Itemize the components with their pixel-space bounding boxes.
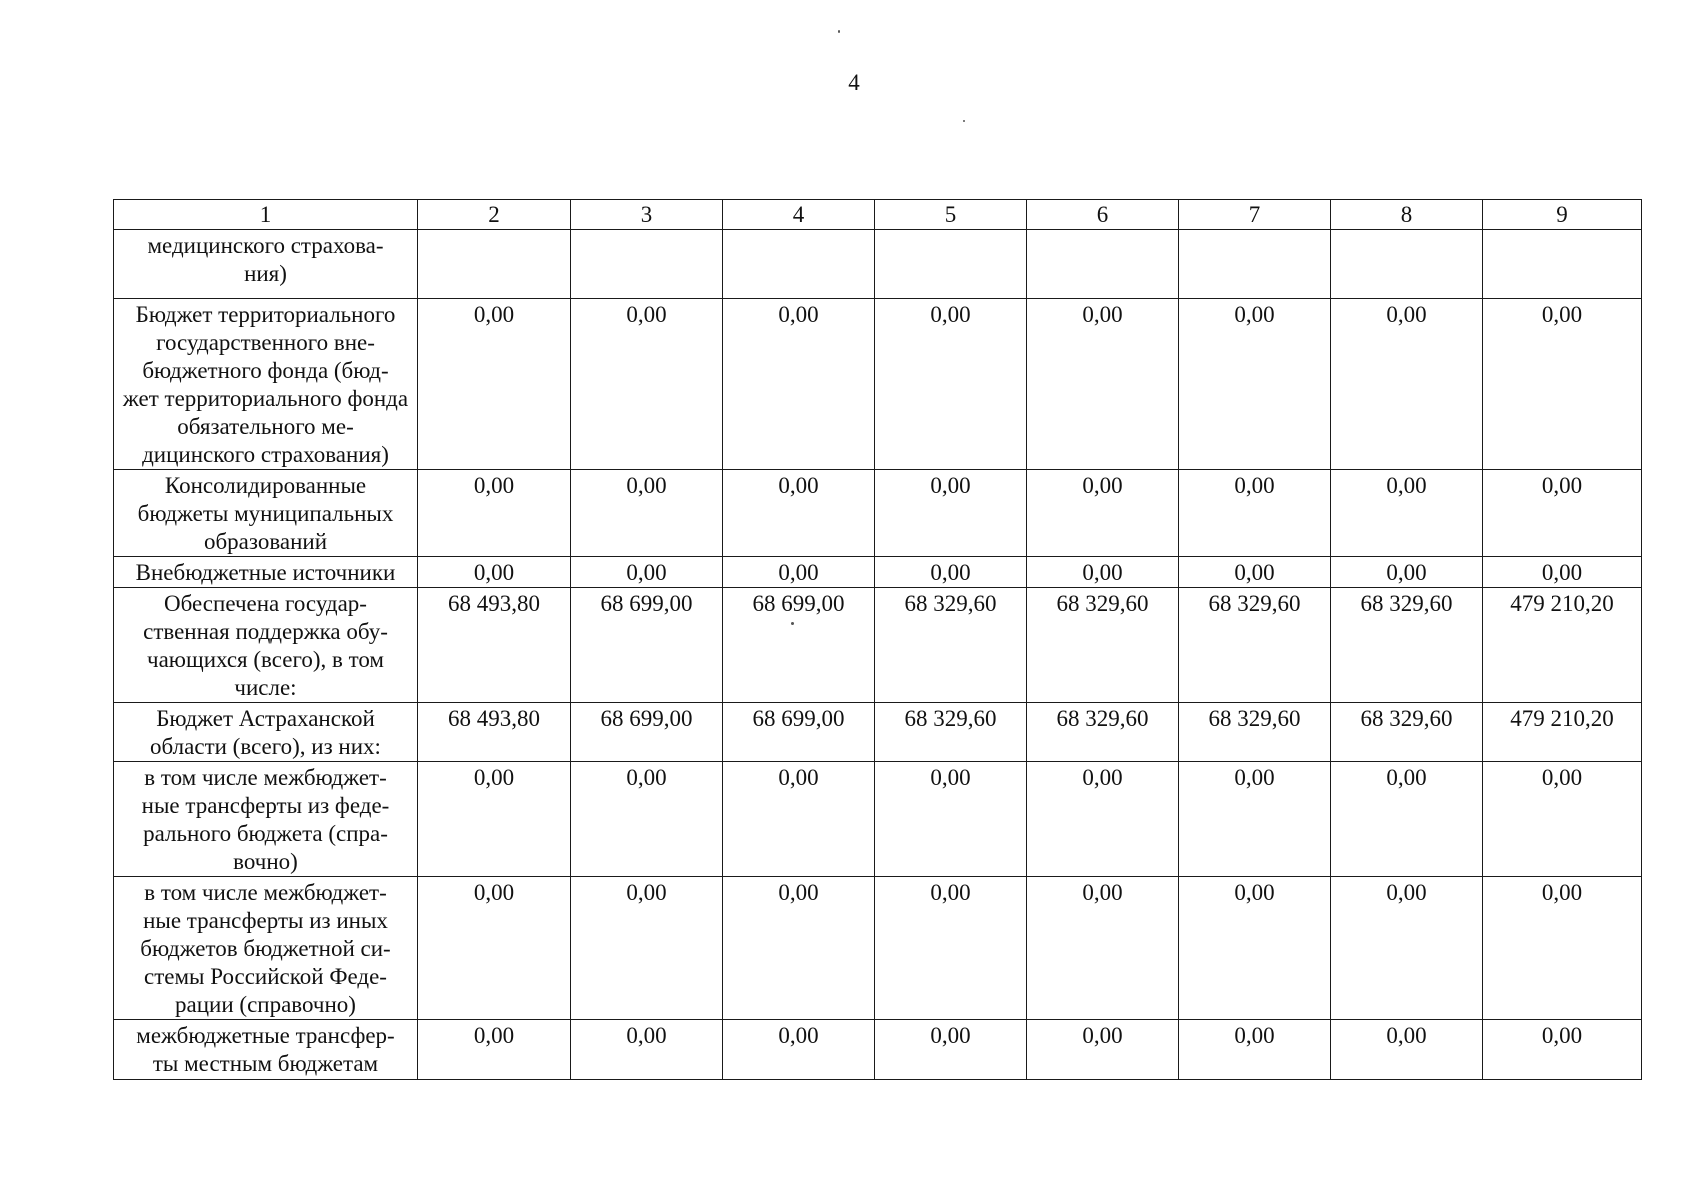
value-cell: 0,00 xyxy=(1483,299,1642,470)
value-cell: 68 699,00 xyxy=(571,703,723,762)
scan-speck xyxy=(963,120,965,122)
value-cell: 0,00 xyxy=(875,557,1027,588)
value-cell: 0,00 xyxy=(875,1020,1027,1080)
value-cell xyxy=(875,230,1027,299)
value-cell: 0,00 xyxy=(1483,557,1642,588)
table-row xyxy=(114,1020,1642,1080)
value-cell: 68 493,80 xyxy=(418,703,571,762)
column-header: 7 xyxy=(1179,200,1331,230)
value-cell: 0,00 xyxy=(723,762,875,877)
table-row xyxy=(114,762,1642,877)
value-cell: 0,00 xyxy=(1483,1020,1642,1080)
value-cell: 0,00 xyxy=(1483,470,1642,557)
table-row xyxy=(114,877,1642,1020)
value-cell: 0,00 xyxy=(1179,299,1331,470)
value-cell: 68 329,60 xyxy=(1027,588,1179,703)
value-cell: 0,00 xyxy=(571,762,723,877)
value-cell: 0,00 xyxy=(418,877,571,1020)
value-cell: 0,00 xyxy=(571,470,723,557)
value-cell: 0,00 xyxy=(418,299,571,470)
row-label: межбюджетные трансфер- ты местным бюджетам xyxy=(114,1020,418,1080)
value-cell: 0,00 xyxy=(571,1020,723,1080)
column-header: 3 xyxy=(571,200,723,230)
value-cell xyxy=(418,230,571,299)
value-cell xyxy=(1179,230,1331,299)
value-cell: 0,00 xyxy=(1027,1020,1179,1080)
column-header: 5 xyxy=(875,200,1027,230)
value-cell: 68 699,00 xyxy=(723,703,875,762)
value-cell: 68 329,60 xyxy=(1331,703,1483,762)
value-cell: 0,00 xyxy=(1331,470,1483,557)
value-cell: 0,00 xyxy=(418,762,571,877)
value-cell xyxy=(723,230,875,299)
value-cell: 0,00 xyxy=(1179,470,1331,557)
value-cell xyxy=(1331,230,1483,299)
value-cell: 0,00 xyxy=(1027,470,1179,557)
value-cell: 0,00 xyxy=(1027,877,1179,1020)
value-cell: 68 699,00 xyxy=(571,588,723,703)
value-cell xyxy=(571,230,723,299)
value-cell: 68 329,60 xyxy=(875,703,1027,762)
value-cell: 0,00 xyxy=(1331,877,1483,1020)
column-header: 6 xyxy=(1027,200,1179,230)
value-cell: 0,00 xyxy=(418,470,571,557)
value-cell: 0,00 xyxy=(1483,877,1642,1020)
row-label: Обеспечена государ- ственная поддержка обу- чающихся (всего), в том числе: xyxy=(114,588,418,703)
budget-table xyxy=(113,199,1642,1080)
column-header: 9 xyxy=(1483,200,1642,230)
scan-speck xyxy=(838,30,840,33)
value-cell: 479 210,20 xyxy=(1483,588,1642,703)
table-header-row xyxy=(114,200,1642,230)
value-cell: 0,00 xyxy=(1331,1020,1483,1080)
row-label: в том числе межбюджет- ные трансферты из иных бюджетов бюджетной си- стемы Российской Феде- рации (справочно) xyxy=(114,877,418,1020)
table-row xyxy=(114,588,1642,703)
value-cell: 0,00 xyxy=(723,1020,875,1080)
row-label: Бюджет Астраханской области (всего), из них: xyxy=(114,703,418,762)
row-label: в том числе межбюджет- ные трансферты из феде- рального бюджета (спра- вочно) xyxy=(114,762,418,877)
value-cell: 0,00 xyxy=(571,877,723,1020)
value-cell: 0,00 xyxy=(1179,1020,1331,1080)
column-header: 4 xyxy=(723,200,875,230)
value-cell: 0,00 xyxy=(1027,557,1179,588)
value-cell: 0,00 xyxy=(875,762,1027,877)
value-cell xyxy=(1027,230,1179,299)
value-cell: 0,00 xyxy=(1331,762,1483,877)
value-cell: 479 210,20 xyxy=(1483,703,1642,762)
value-cell: 68 329,60 xyxy=(1179,588,1331,703)
column-header: 2 xyxy=(418,200,571,230)
value-cell: 0,00 xyxy=(875,470,1027,557)
value-cell: 0,00 xyxy=(1179,557,1331,588)
value-cell: 68 329,60 xyxy=(1027,703,1179,762)
table-body xyxy=(114,230,1642,1080)
value-cell: 0,00 xyxy=(1331,557,1483,588)
value-cell: 68 493,80 xyxy=(418,588,571,703)
table-row xyxy=(114,557,1642,588)
value-cell: 0,00 xyxy=(571,557,723,588)
value-cell: 68 329,60 xyxy=(1179,703,1331,762)
column-header: 1 xyxy=(114,200,418,230)
value-cell: 0,00 xyxy=(1483,762,1642,877)
value-cell: 0,00 xyxy=(1027,299,1179,470)
table-row xyxy=(114,703,1642,762)
value-cell: 0,00 xyxy=(875,877,1027,1020)
table-row xyxy=(114,230,1642,299)
page-number: 4 xyxy=(848,70,860,95)
row-label: Консолидированные бюджеты муниципальных образований xyxy=(114,470,418,557)
row-label: Бюджет территориального государственного вне- бюджетного фонда (бюд- жет территориального фонда обязательного ме- дицинского страхования) xyxy=(114,299,418,470)
value-cell: 0,00 xyxy=(1027,762,1179,877)
table-row xyxy=(114,299,1642,470)
value-cell: 68 329,60 xyxy=(875,588,1027,703)
value-cell: 0,00 xyxy=(1331,299,1483,470)
value-cell xyxy=(1483,230,1642,299)
value-cell: 68 329,60 xyxy=(1331,588,1483,703)
value-cell: 0,00 xyxy=(723,470,875,557)
value-cell: 0,00 xyxy=(418,1020,571,1080)
row-label: Внебюджетные источники xyxy=(114,557,418,588)
table-row xyxy=(114,470,1642,557)
value-cell: 0,00 xyxy=(571,299,723,470)
row-label: медицинского страхова- ния) xyxy=(114,230,418,299)
column-header: 8 xyxy=(1331,200,1483,230)
value-cell: 0,00 xyxy=(418,557,571,588)
value-cell: 0,00 xyxy=(875,299,1027,470)
value-cell: 0,00 xyxy=(1179,762,1331,877)
value-cell: 0,00 xyxy=(723,877,875,1020)
value-cell: 0,00 xyxy=(723,557,875,588)
value-cell: 68 699,00 xyxy=(723,588,875,703)
value-cell: 0,00 xyxy=(723,299,875,470)
value-cell: 0,00 xyxy=(1179,877,1331,1020)
